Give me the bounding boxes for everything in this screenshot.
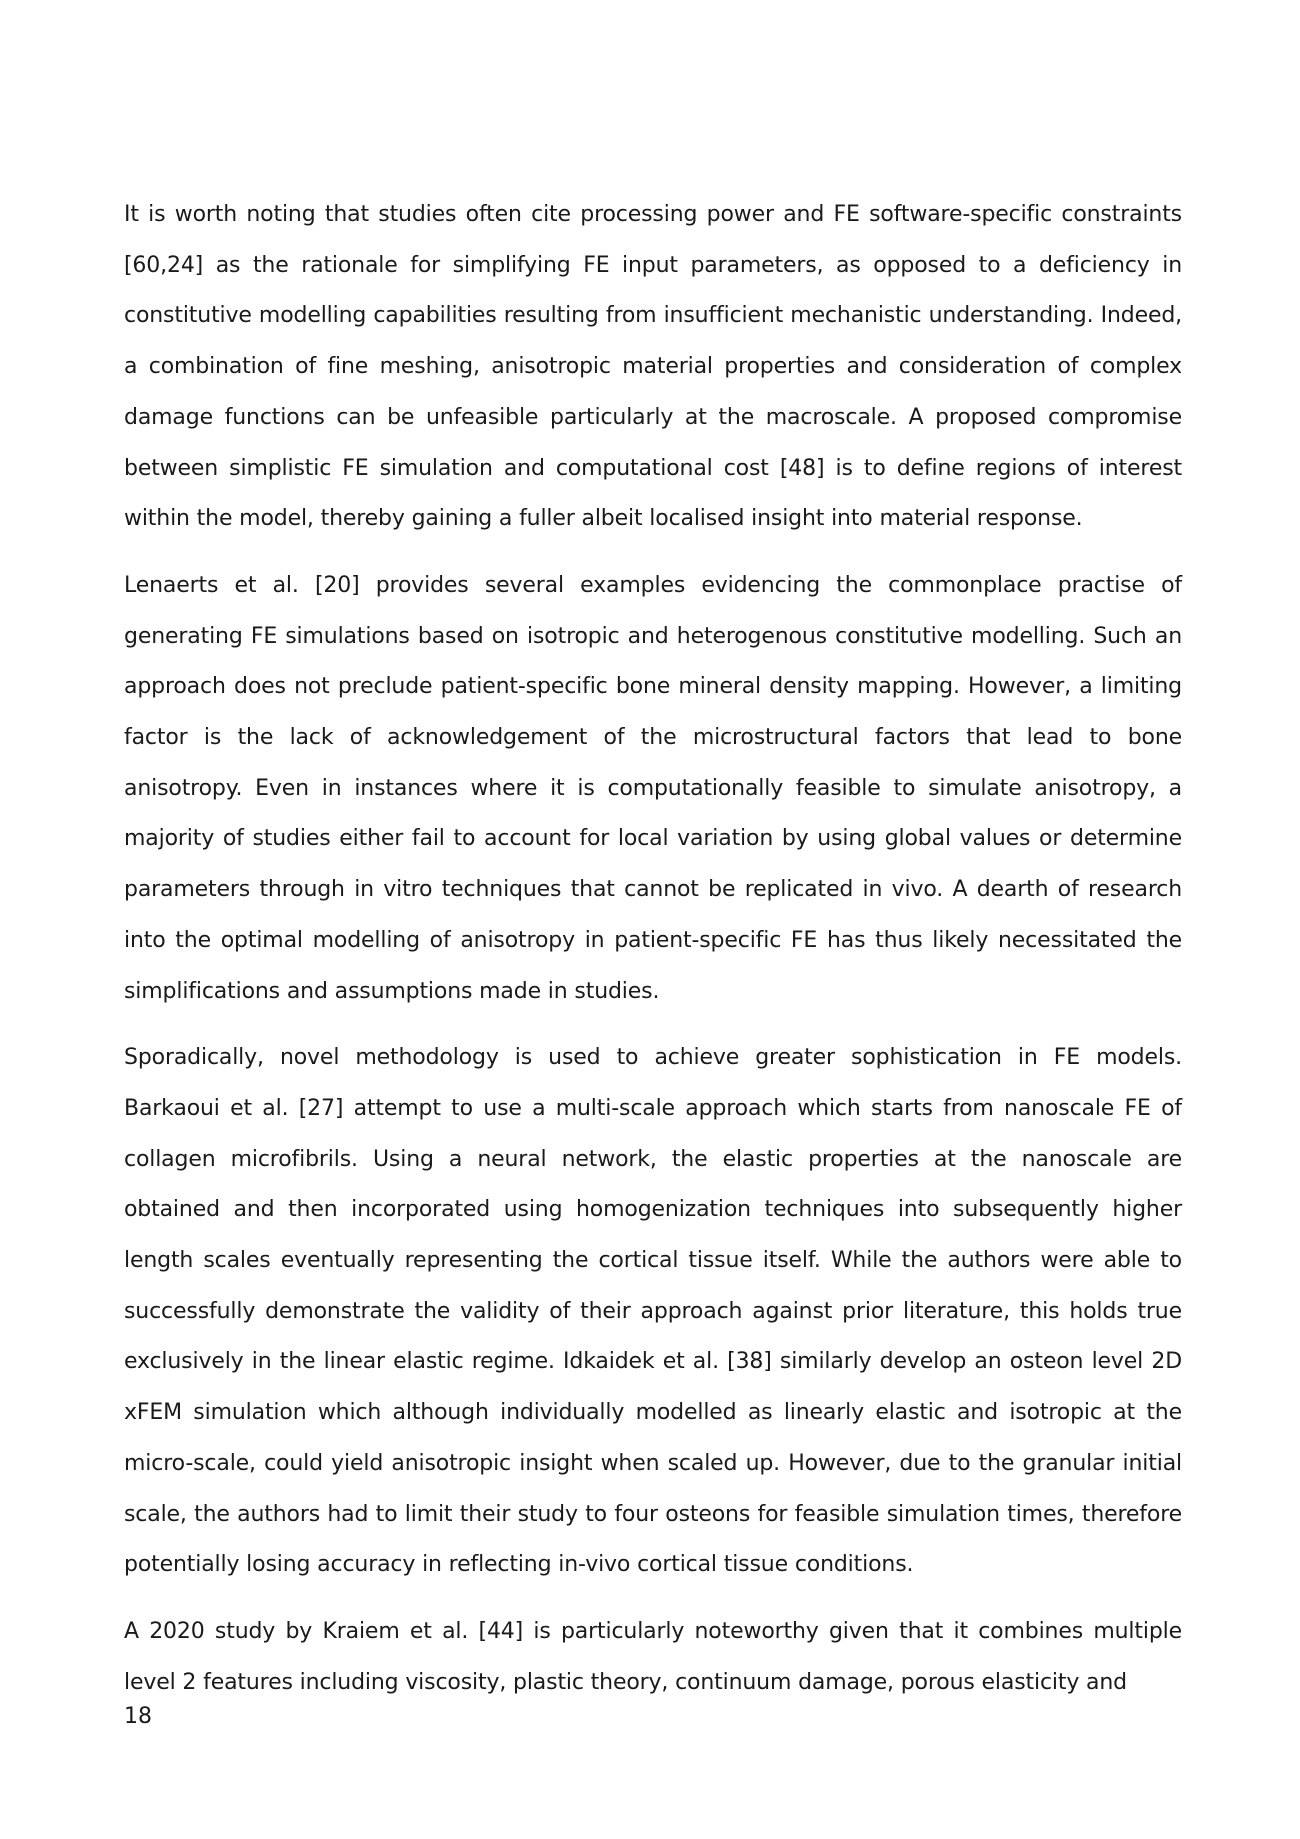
paragraph-lenaerts: Lenaerts et al. [20] provides several examples evidencing the commonplace practise of generating FE simulations based on isotropic and heterogenous constitutive modelling. Such an approach does not preclude patient-specific bone mineral density mapping. However, a limiting factor is the lack of acknowledgement of the microstructural factors that lead to bone anisotropy. Even in instances where it is computationally feasible to simulate anisotropy, a majority of studies either fail to account for local variation by using global values or determine parameters through in vitro techniques that cannot be replicated in vivo. A dearth of research into the optimal modelling of anisotropy in patient-specific FE has thus likely necessitated the simplifications and assumptions made in studies. (124, 572, 1182, 1004)
paragraph-barkaoui: Sporadically, novel methodology is used to achieve greater sophistication in FE models. Barkaoui et al. [27] attempt to use a multi-scale approach which starts from nanoscale FE of collagen microfibrils. Using a neural network, the elastic properties at the nanoscale are obtained and then incorporated using homogenization techniques into subsequently higher length scales eventually representing the cortical tissue itself. While the authors were able to successfully demonstrate the validity of their approach against prior literature, this holds true exclusively in the linear elastic regime. Idkaidek et al. [38] similarly develop an osteon level 2D xFEM simulation which although individually modelled as linearly elastic and isotropic at the micro-scale, could yield anisotropic insight when scaled up. However, due to the granular initial scale, the authors had to limit their study to four osteons for feasible simulation times, therefore potentially losing accuracy in reflecting in-vivo cortical tissue conditions. (124, 1045, 1182, 1578)
page-body (124, 190, 1182, 1724)
page-number: 18 (124, 1704, 152, 1729)
paragraph-fe-constraints: It is worth noting that studies often cite processing power and FE software-specific constraints [60,24] as the rationale for simplifying FE input parameters, as opposed to a deficiency in constitutive modelling capabilities resulting from insufficient mechanistic understanding. Indeed, a combination of fine meshing, anisotropic material properties and consideration of complex damage functions can be unfeasible particularly at the macroscale. A proposed compromise between simplistic FE simulation and computational cost [48] is to define regions of interest within the model, thereby gaining a fuller albeit localised insight into material response. (124, 202, 1182, 532)
paragraph-kraiem: A 2020 study by Kraiem et al. [44] is particularly noteworthy given that it combines multiple level 2 features including viscosity, plastic theory, continuum damage, porous elasticity and (124, 1618, 1182, 1695)
